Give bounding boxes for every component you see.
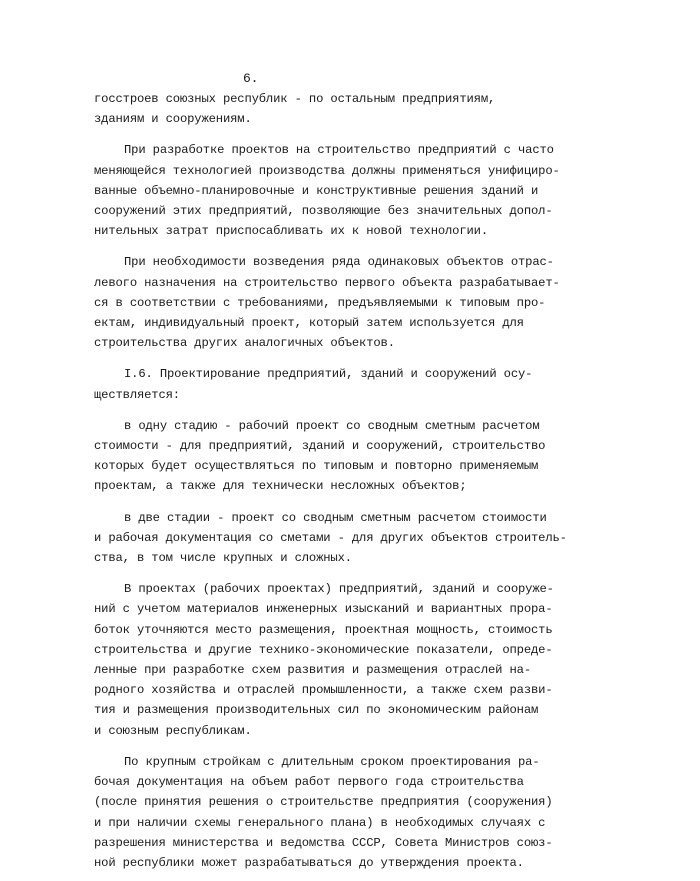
text-line: нительных затрат приспосабливать их к новой технологии. — [94, 224, 489, 239]
paragraph — [94, 416, 554, 497]
body-text — [94, 89, 567, 873]
text-line: В проектах (рабочих проектах) предприятий, зданий и сооруже- — [124, 582, 554, 597]
text-line: (после принятия решения о строительстве предприятия (сооружения) — [94, 795, 553, 810]
text-line: бочая документация на объем работ первого года строительства — [94, 775, 524, 790]
text-line: в одну стадию - рабочий проект со сводным сметным расчетом — [124, 418, 540, 433]
paragraph — [94, 252, 560, 353]
paragraph — [94, 364, 554, 404]
text-line: боток уточняются место размещения, проектная мощность, стоимость — [94, 622, 553, 637]
text-line: стоимости - для предприятий, зданий и сооружений, строительство — [94, 439, 546, 454]
text-line: ства, в том числе крупных и сложных. — [94, 551, 352, 566]
text-line: тия и размещения производительных сил по экономическим районам — [94, 703, 539, 718]
page-number: 6. — [243, 71, 259, 86]
text-line: меняющейся технологией производства должны применяться унифициро- — [94, 163, 560, 178]
text-line: ществляется: — [94, 387, 180, 402]
text-line: ванные объемно-планировочные и конструктивные решения зданий и — [94, 183, 539, 198]
text-line: родного хозяйства и отраслей промышленности, а также схем разви- — [94, 683, 553, 698]
text-line: При разработке проектов на строительство предприятий с часто — [124, 143, 554, 158]
paragraph — [94, 89, 554, 129]
text-line: ектам, индивидуальный проект, который затем используется для — [94, 316, 524, 331]
paragraph — [94, 752, 554, 873]
text-line: левого назначения на строительство первого объекта разрабатывает- — [94, 275, 560, 290]
text-line: сооружений этих предприятий, позволяющие без значительных допол- — [94, 204, 553, 219]
text-line: ной республики может разрабатываться до утверждения проекта. — [94, 855, 524, 870]
text-line: разрешения министерства и ведомства СССР, Совета Министров союз- — [94, 835, 553, 850]
text-line: ленные при разработке схем развития и размещения отраслей на- — [94, 663, 531, 678]
paragraph — [94, 579, 554, 741]
text-line: которых будет осуществляться по типовым и повторно применяемым — [94, 459, 539, 474]
text-line: и союзным республикам. — [94, 723, 252, 738]
paragraph — [94, 508, 567, 569]
text-line: и рабочая документация со сметами - для других объектов строитель- — [94, 530, 567, 545]
text-line: зданиям и сооружениям. — [94, 112, 252, 127]
paragraph — [94, 140, 560, 241]
text-line: При необходимости возведения ряда одинаковых объектов отрас- — [124, 255, 554, 270]
text-line: ся в соответствии с требованиями, предъявляемыми к типовым про- — [94, 295, 546, 310]
text-line: строительства других аналогичных объектов. — [94, 336, 395, 351]
text-line: строительства и другие технико-экономические показатели, опреде- — [94, 642, 553, 657]
text-line: госстроев союзных республик - по остальным предприятиям, — [94, 92, 496, 106]
text-line: проектам, а также для технически несложных объектов; — [94, 479, 467, 494]
text-line: I.6. Проектирование предприятий, зданий и сооружений осу- — [124, 367, 533, 382]
text-line: ний с учетом материалов инженерных изысканий и вариантных прора- — [94, 602, 553, 617]
text-line: в две стадии - проект со сводным сметным расчетом стоимости — [124, 510, 547, 525]
text-line: и при наличии схемы генерального плана) в необходимых случаях с — [94, 815, 546, 830]
text-line: По крупным стройкам с длительным сроком проектирования ра- — [124, 754, 540, 769]
